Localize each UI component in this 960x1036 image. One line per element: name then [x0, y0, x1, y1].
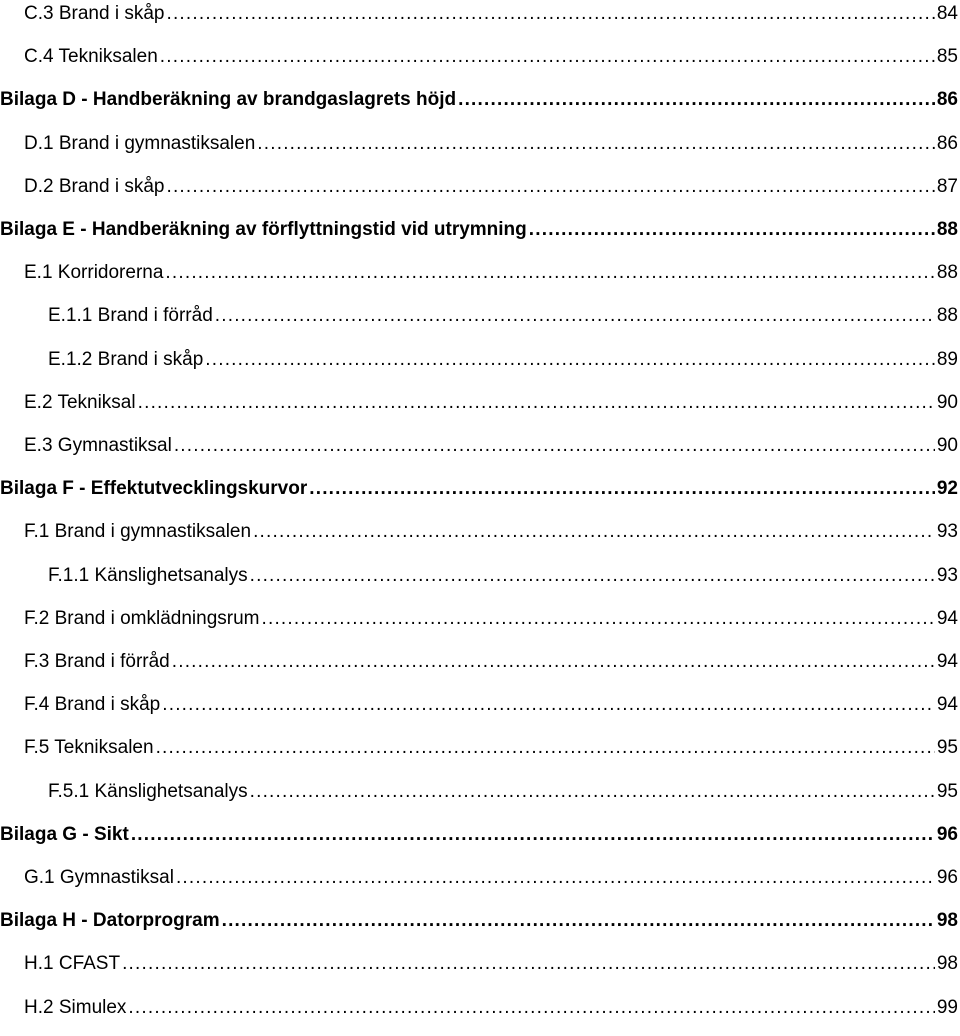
toc-entry-title: C.3 Brand i skåp — [24, 3, 165, 24]
toc-dot-leader — [222, 906, 935, 936]
toc-page-number: 92 — [936, 478, 958, 500]
toc-page-number: 88 — [936, 262, 958, 284]
toc-section-entry[interactable] — [0, 733, 958, 763]
toc-dot-leader — [205, 345, 935, 375]
toc-section-entry[interactable] — [0, 258, 958, 288]
toc-entry-title: Bilaga H - Datorprogram — [0, 910, 220, 932]
toc-page-number: 90 — [936, 391, 958, 413]
toc-section-entry[interactable] — [0, 690, 958, 720]
toc-dot-leader — [250, 561, 935, 591]
toc-page-number: 90 — [936, 435, 958, 456]
toc-section-entry[interactable] — [0, 301, 958, 331]
toc-page-number: 94 — [936, 651, 958, 672]
toc-dot-leader — [262, 604, 935, 634]
toc-dot-leader — [156, 733, 935, 763]
toc-section-entry[interactable] — [0, 0, 958, 29]
toc-dot-leader — [165, 258, 934, 288]
toc-dot-leader — [529, 215, 935, 245]
toc-dot-leader — [131, 820, 935, 850]
toc-page-number: 87 — [936, 175, 958, 197]
toc-entry-title: F.5 Tekniksalen — [24, 737, 154, 759]
toc-entry-title: D.2 Brand i skåp — [24, 175, 165, 197]
toc-dot-leader — [174, 431, 935, 461]
toc-dot-leader — [162, 690, 935, 720]
toc-entry-title: E.3 Gymnastiksal — [24, 435, 172, 456]
toc-entry-title: G.1 Gymnastiksal — [24, 867, 174, 888]
toc-section-entry[interactable] — [0, 345, 958, 375]
toc-page-number: 84 — [936, 3, 958, 24]
toc-entry-title: E.1.2 Brand i skåp — [48, 348, 204, 370]
toc-page-number: 86 — [936, 132, 958, 154]
toc-page-number: 88 — [936, 305, 958, 327]
toc-page-number: 88 — [936, 219, 958, 240]
toc-section-entry[interactable] — [0, 993, 958, 1023]
toc-appendix-entry[interactable] — [0, 906, 958, 936]
toc-page-number: 94 — [936, 607, 958, 629]
toc-section-entry[interactable] — [0, 431, 958, 461]
toc-entry-title: Bilaga E - Handberäkning av förflyttningstid vid utrymning — [0, 219, 527, 240]
toc-appendix-entry[interactable] — [0, 820, 958, 850]
toc-page-number: 99 — [936, 996, 958, 1018]
toc-page-number: 96 — [936, 823, 958, 845]
toc-entry-title: F.2 Brand i omklädningsrum — [24, 607, 260, 629]
toc-page-number: 89 — [936, 348, 958, 370]
toc-dot-leader — [138, 388, 935, 418]
toc-dot-leader — [172, 647, 935, 677]
toc-dot-leader — [122, 949, 935, 979]
toc-section-entry[interactable] — [0, 863, 958, 893]
toc-page-number: 93 — [936, 564, 958, 586]
toc-appendix-entry[interactable] — [0, 215, 958, 245]
toc-appendix-entry[interactable] — [0, 474, 958, 504]
toc-page-number: 96 — [936, 867, 958, 888]
toc-entry-title: F.1 Brand i gymnastiksalen — [24, 521, 252, 543]
toc-section-entry[interactable] — [0, 42, 958, 72]
toc-entry-title: F.5.1 Känslighetsanalys — [48, 780, 248, 802]
toc-section-entry[interactable] — [0, 561, 958, 591]
toc-page-number: 93 — [936, 521, 958, 543]
toc-dot-leader — [166, 0, 934, 29]
toc-dot-leader — [309, 474, 935, 504]
toc-entry-title: F.1.1 Känslighetsanalys — [48, 564, 248, 586]
toc-page-number: 98 — [936, 953, 958, 975]
toc-entry-title: H.2 Simulex — [24, 996, 127, 1018]
toc-appendix-entry[interactable] — [0, 85, 958, 115]
toc-page-number: 85 — [936, 46, 958, 68]
toc-section-entry[interactable] — [0, 129, 958, 159]
toc-entry-title: E.1 Korridorerna — [24, 262, 164, 284]
toc-dot-leader — [215, 301, 935, 331]
toc-section-entry[interactable] — [0, 388, 958, 418]
toc-dot-leader — [160, 42, 935, 72]
toc-dot-leader — [166, 172, 934, 202]
toc-page-number: 98 — [936, 910, 958, 932]
toc-section-entry[interactable] — [0, 949, 958, 979]
toc-section-entry[interactable] — [0, 647, 958, 677]
toc-dot-leader — [253, 517, 935, 547]
toc-dot-leader — [458, 85, 935, 115]
toc-section-entry[interactable] — [0, 777, 958, 807]
toc-page-number: 94 — [936, 694, 958, 716]
toc-section-entry[interactable] — [0, 517, 958, 547]
toc-dot-leader — [250, 777, 935, 807]
toc-dot-leader — [176, 863, 935, 893]
toc-entry-title: H.1 CFAST — [24, 953, 121, 975]
toc-page-number: 86 — [936, 89, 958, 111]
toc-entry-title: F.4 Brand i skåp — [24, 694, 161, 716]
toc-entry-title: C.4 Tekniksalen — [24, 46, 158, 68]
toc-page-number: 95 — [936, 780, 958, 802]
toc-dot-leader — [257, 129, 935, 159]
toc-entry-title: F.3 Brand i förråd — [24, 651, 170, 672]
toc-dot-leader — [128, 993, 934, 1023]
toc-entry-title: D.1 Brand i gymnastiksalen — [24, 132, 256, 154]
toc-entry-title: E.1.1 Brand i förråd — [48, 305, 213, 327]
toc-entry-title: E.2 Tekniksal — [24, 391, 136, 413]
toc-page-number: 95 — [936, 737, 958, 759]
toc-entry-title: Bilaga G - Sikt — [0, 823, 129, 845]
toc-section-entry[interactable] — [0, 604, 958, 634]
toc-section-entry[interactable] — [0, 172, 958, 202]
toc-entry-title: Bilaga F - Effektutvecklingskurvor — [0, 478, 308, 500]
toc-entry-title: Bilaga D - Handberäkning av brandgaslagrets höjd — [0, 89, 457, 111]
